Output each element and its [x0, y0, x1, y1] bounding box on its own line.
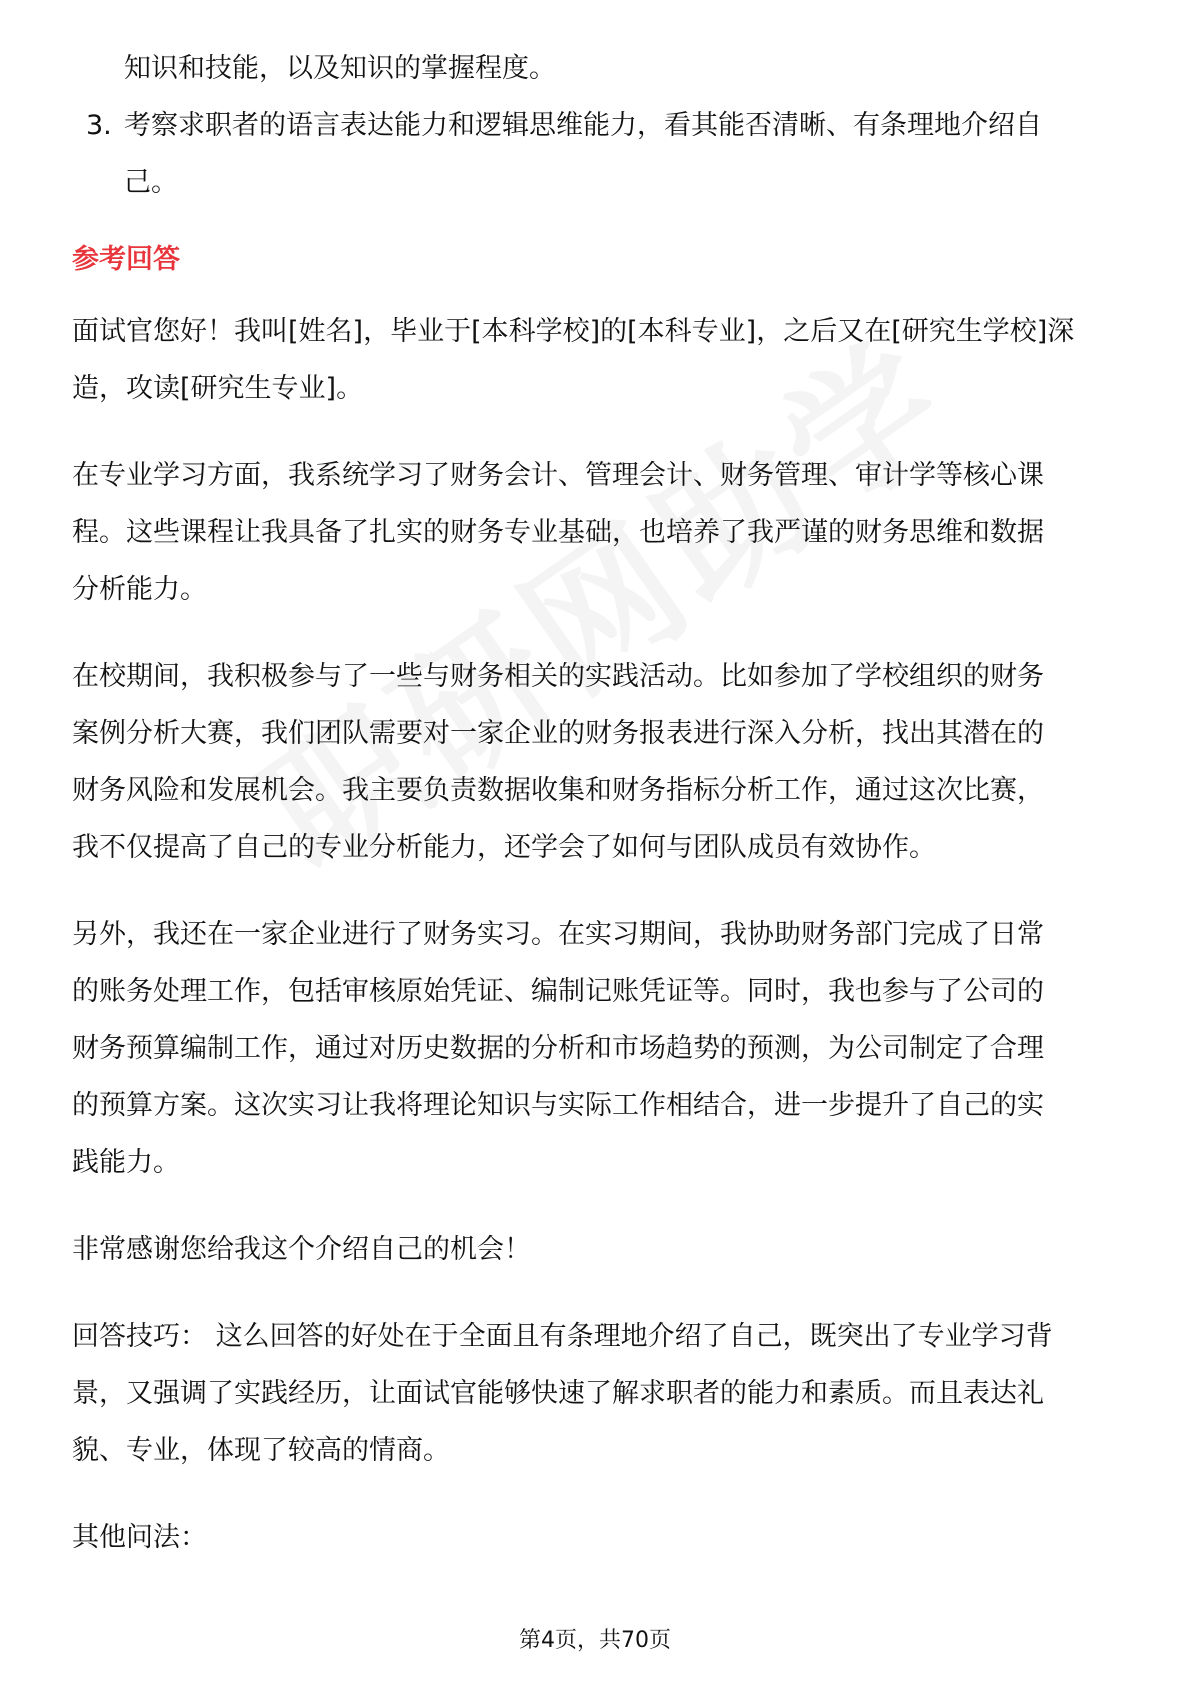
- spacer: [72, 1278, 1122, 1308]
- paragraph-line: 我不仅提高了自己的专业分析能力，还学会了如何与团队成员有效协作。: [72, 832, 936, 863]
- paragraph-study: [72, 447, 1122, 618]
- spacer: [72, 876, 1122, 906]
- list-item-2-continuation: 知识和技能，以及知识的掌握程度。: [124, 53, 556, 84]
- paragraph-other-questions: [72, 1509, 1122, 1566]
- paragraph-answer-tips: [72, 1308, 1122, 1479]
- paragraph-line: 践能力。: [72, 1147, 180, 1178]
- paragraph-line: 貌、专业，体现了较高的情商。: [72, 1435, 450, 1466]
- paragraph-line: 的预算方案。这次实习让我将理论知识与实际工作相结合，进一步提升了自己的实: [72, 1090, 1044, 1121]
- paragraph-line: 财务预算编制工作，通过对历史数据的分析和市场趋势的预测，为公司制定了合理: [72, 1033, 1044, 1064]
- paragraph-line: 财务风险和发展机会。我主要负责数据收集和财务指标分析工作，通过这次比赛，: [72, 775, 1044, 806]
- paragraph-internship: [72, 906, 1122, 1191]
- paragraph-line: 在校期间，我积极参与了一些与财务相关的实践活动。比如参加了学校组织的财务: [72, 661, 1044, 692]
- paragraph-campus-practice: [72, 648, 1122, 876]
- paragraph-line: 分析能力。: [72, 574, 207, 605]
- paragraph-line: 程。这些课程让我具备了扎实的财务专业基础，也培养了我严谨的财务思维和数据: [72, 517, 1044, 548]
- numbered-list: [72, 40, 1122, 211]
- reference-answer-heading: 参考回答: [72, 244, 180, 275]
- spacer: [72, 288, 1122, 303]
- list-item-3-text-line: 己。: [124, 167, 178, 198]
- page-number-footer: 第4页，共70页: [519, 1628, 671, 1653]
- paragraph-line: 在专业学习方面，我系统学习了财务会计、管理会计、财务管理、审计学等核心课: [72, 460, 1044, 491]
- paragraph-line: 景，又强调了实践经历，让面试官能够快速了解求职者的能力和素质。而且表达礼: [72, 1378, 1044, 1409]
- list-item-3-number: 3.: [86, 110, 112, 141]
- list-item-3-text-line: 考察求职者的语言表达能力和逻辑思维能力，看其能否清晰、有条理地介绍自: [124, 110, 1042, 141]
- paragraph-line: 回答技巧： 这么回答的好处在于全面且有条理地介绍了自己，既突出了专业学习背: [72, 1321, 1053, 1352]
- paragraph-line: 面试官您好！我叫[姓名]，毕业于[本科学校]的[本科专业]，之后又在[研究生学校]深: [72, 316, 1075, 347]
- paragraph-intro: [72, 303, 1122, 417]
- page-content: [72, 40, 1122, 1566]
- paragraph-line: 的账务处理工作，包括审核原始凭证、编制记账凭证等。同时，我也参与了公司的: [72, 976, 1044, 1007]
- paragraph-line: 造，攻读[研究生专业]。: [72, 373, 364, 404]
- spacer: [72, 1479, 1122, 1509]
- paragraph-thanks: [72, 1221, 1122, 1278]
- spacer: [72, 618, 1122, 648]
- spacer: [72, 211, 1122, 231]
- spacer: [72, 1191, 1122, 1221]
- paragraph-line: 案例分析大赛，我们团队需要对一家企业的财务报表进行深入分析，找出其潜在的: [72, 718, 1044, 749]
- paragraph-line: 其他问法：: [72, 1522, 207, 1553]
- spacer: [72, 417, 1122, 447]
- paragraph-line: 另外，我还在一家企业进行了财务实习。在实习期间，我协助财务部门完成了日常: [72, 919, 1044, 950]
- list-item-3: [72, 97, 1122, 154]
- paragraph-line: 非常感谢您给我这个介绍自己的机会！: [72, 1234, 531, 1265]
